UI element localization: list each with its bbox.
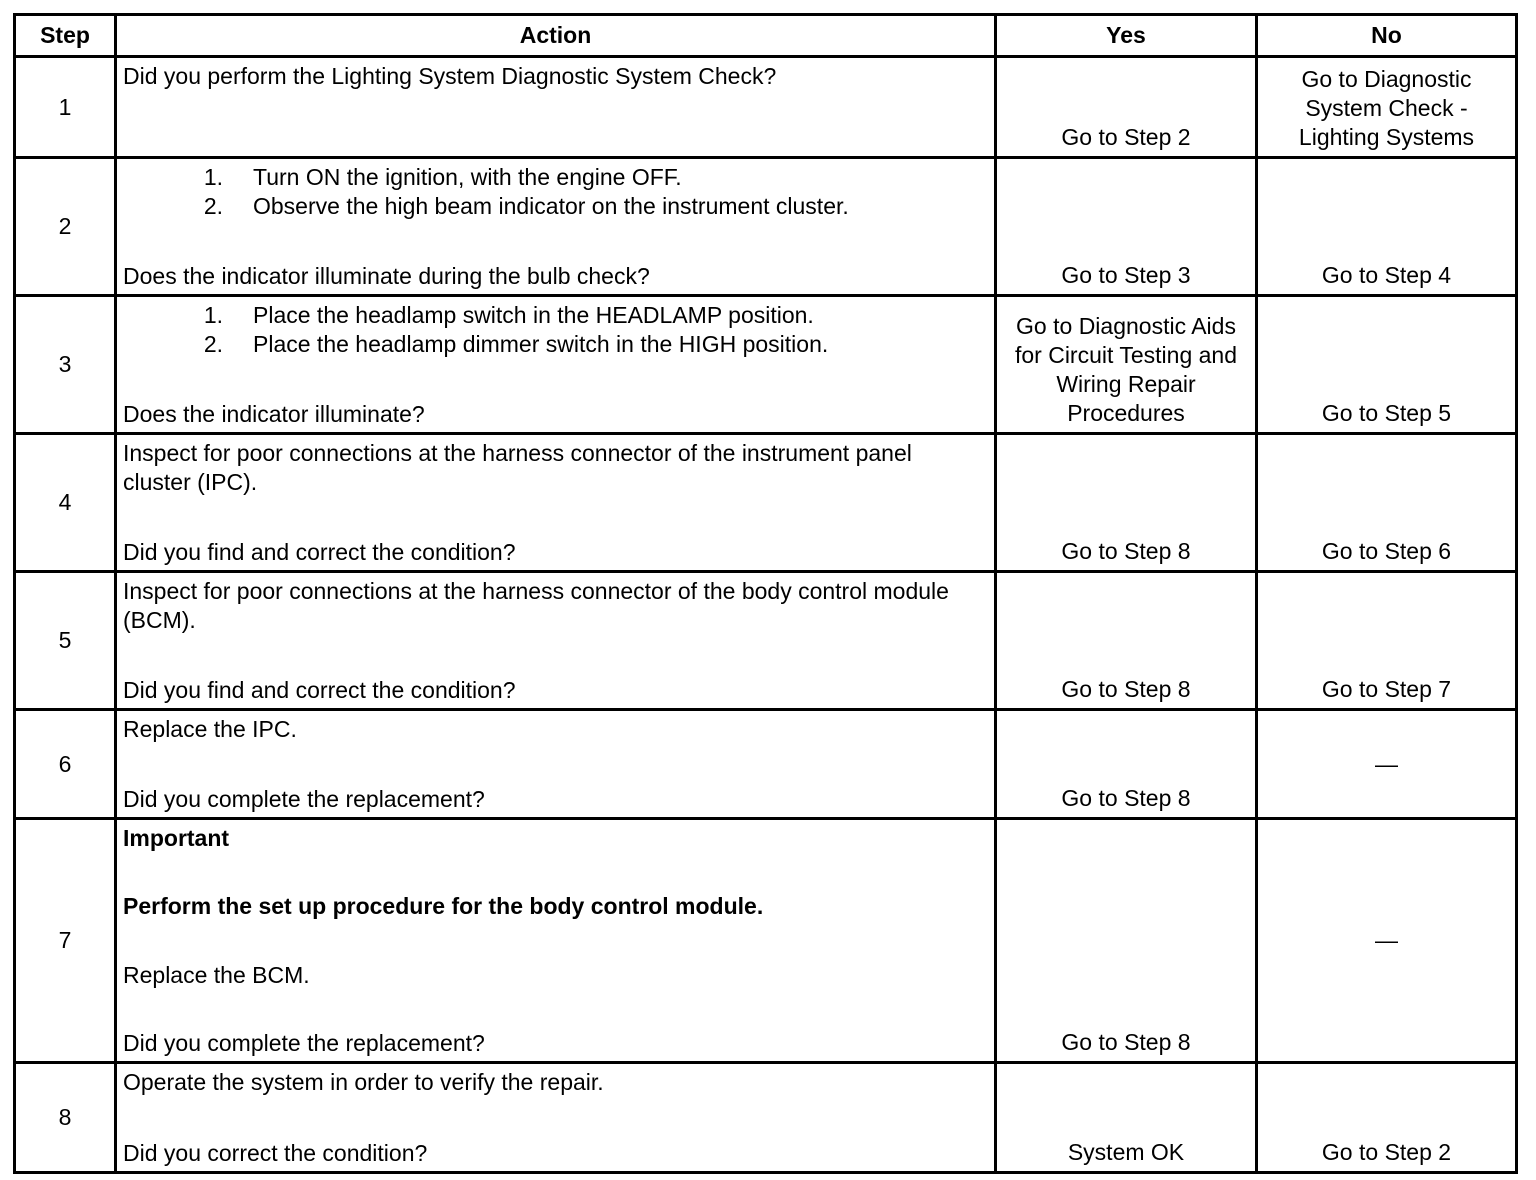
diagnostic-table [13,13,1518,1174]
list-item: 2. Place the headlamp dimmer switch in the HIGH position. [203,331,829,357]
procedure-list [123,163,984,221]
header-yes: Yes [996,15,1257,57]
step-number: 1 [15,57,116,158]
action-cell [116,572,996,710]
list-item: 2. Observe the high beam indicator on the instrument cluster. [203,193,849,219]
action-text: Did you perform the Lighting System Diagnostic System Check? [123,63,777,89]
no-result: — [1257,819,1517,1063]
action-cell [116,434,996,572]
no-result: Go to Step 2 [1257,1063,1517,1173]
no-result: Go to Step 5 [1257,296,1517,434]
action-cell [116,158,996,296]
header-step: Step [15,15,116,57]
step-number: 2 [15,158,116,296]
no-result: Go to Step 7 [1257,572,1517,710]
yes-result: Go to Step 8 [996,710,1257,819]
question-text: Does the indicator illuminate? [123,401,425,427]
header-row [15,15,1517,57]
yes-result: Go to Step 8 [996,434,1257,572]
action-text: Operate the system in order to verify the repair. [123,1069,604,1095]
action-cell [116,296,996,434]
header-action: Action [116,15,996,57]
no-result: Go to Diagnostic System Check - Lighting Systems [1257,57,1517,158]
step-number: 8 [15,1063,116,1173]
question-text: Did you correct the condition? [123,1140,428,1166]
table-row-4 [15,434,1517,572]
action-text: Inspect for poor connections at the harness connector of the body control module (BCM). [123,578,949,633]
action-text: Replace the BCM. [123,961,310,988]
table-row-2 [15,158,1517,296]
no-result: Go to Step 6 [1257,434,1517,572]
table-row-7 [15,819,1517,1063]
step-number: 3 [15,296,116,434]
header-no: No [1257,15,1517,57]
question-text: Does the indicator illuminate during the bulb check? [123,263,650,289]
question-text: Did you find and correct the condition? [123,539,516,565]
question-text: Did you find and correct the condition? [123,677,516,703]
list-item: 1. Place the headlamp switch in the HEADLAMP position. [203,302,814,328]
list-item: 1. Turn ON the ignition, with the engine OFF. [203,164,682,190]
question-text: Did you complete the replacement? [123,1029,485,1056]
table-row-6 [15,710,1517,819]
table-row-5 [15,572,1517,710]
step-number: 5 [15,572,116,710]
step-number: 6 [15,710,116,819]
table-row-1 [15,57,1517,158]
action-text: Replace the IPC. [123,716,297,742]
no-result: Go to Step 4 [1257,158,1517,296]
action-cell [116,57,996,158]
table-row-8 [15,1063,1517,1173]
action-cell [116,710,996,819]
important-heading: Important [123,825,230,851]
question-text: Did you complete the replacement? [123,786,485,812]
action-text: Inspect for poor connections at the harness connector of the instrument panel cluster (IPC). [123,440,912,495]
yes-result: System OK [996,1063,1257,1173]
procedure-list [123,301,984,359]
table-row-3 [15,296,1517,434]
yes-result: Go to Step 8 [996,572,1257,710]
step-number: 4 [15,434,116,572]
action-cell [116,819,996,1063]
action-cell [116,1063,996,1173]
no-result: — [1257,710,1517,819]
yes-result: Go to Diagnostic Aids for Circuit Testing and Wiring Repair Procedures [996,296,1257,434]
yes-result: Go to Step 2 [996,57,1257,158]
yes-result: Go to Step 3 [996,158,1257,296]
important-note: Perform the set up procedure for the body control module. [123,893,764,920]
yes-result: Go to Step 8 [996,819,1257,1063]
step-number: 7 [15,819,116,1063]
